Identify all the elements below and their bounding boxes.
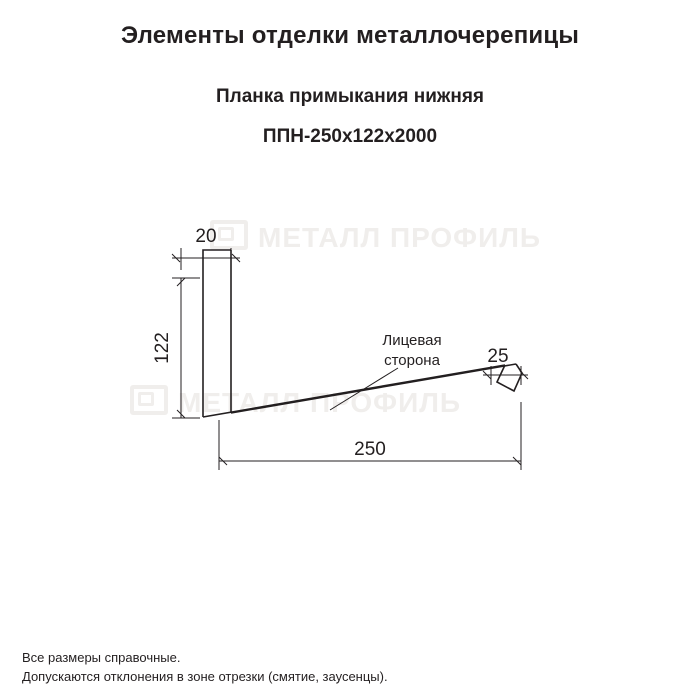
dimension-lines (172, 248, 528, 470)
page-title: Элементы отделки металлочерепицы (120, 22, 580, 49)
profile-outline (203, 250, 522, 417)
drawing-svg (0, 170, 700, 530)
footer-note-2: Допускаются отклонения в зоне отрезки (смятие, заусенцы). (22, 669, 388, 684)
profile-bottom-line (203, 365, 505, 417)
leader-line (330, 368, 398, 410)
product-code: ППН-250х122х2000 (262, 126, 438, 147)
watermark-text: МЕТАЛЛ ПРОФИЛЬ (178, 387, 461, 418)
dim-bottom-label: 250 (354, 439, 386, 460)
watermark-text: МЕТАЛЛ ПРОФИЛЬ (258, 222, 541, 253)
face-side-label-line2: сторона (384, 352, 440, 369)
dim-left-label: 122 (152, 332, 173, 364)
face-side-label-line1: Лицевая (382, 332, 442, 349)
product-name: Планка примыкания нижняя (215, 86, 485, 107)
profile-top-shelf-line (231, 364, 516, 413)
profile-top-flange (203, 250, 231, 270)
dim-top-label: 20 (195, 226, 217, 247)
face-side-leader (330, 368, 398, 410)
profile-end-hook (497, 364, 522, 391)
footer-note-1: Все размеры справочные. (22, 650, 181, 665)
dim-right-label: 25 (487, 346, 509, 367)
footer-notes (22, 648, 388, 686)
technical-drawing (0, 170, 700, 530)
